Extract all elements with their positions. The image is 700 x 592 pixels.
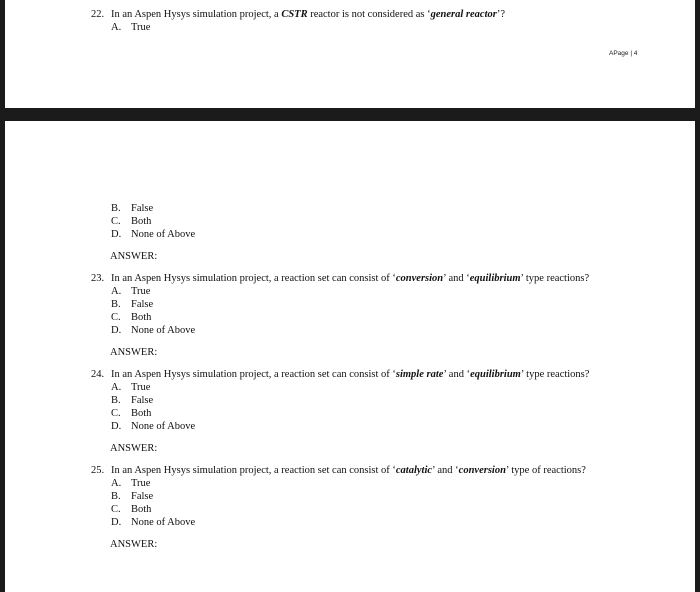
q24-option-d: D. None of Above <box>111 421 196 432</box>
question-text: In an Aspen Hysys simulation project, a reaction set can consist of ‘simple rate’ and ‘equilibrium’ type reactions? <box>111 369 590 380</box>
page-number-footer: APage | 4 <box>609 50 638 57</box>
question-23: 23. In an Aspen Hysys simulation project, a reaction set can consist of ‘conversion’ and ‘equilibrium’ type reactions? <box>91 273 590 284</box>
question-text: In an Aspen Hysys simulation project, a CSTR reactor is not considered as ‘general reactor’? <box>111 9 505 20</box>
q23-option-b: B. False <box>111 299 154 310</box>
q24-option-a: A. True <box>111 382 151 393</box>
q23-option-d: D. None of Above <box>111 325 196 336</box>
q22-option-d: D. None of Above <box>111 229 196 240</box>
q24-option-c: C. Both <box>111 408 152 419</box>
q23-answer-label: ANSWER: <box>110 347 158 358</box>
emphasis-general-reactor: general reactor <box>430 9 497 20</box>
q22-option-c: C. Both <box>111 216 152 227</box>
page-5 <box>5 121 695 592</box>
emphasis-cstr: CSTR <box>281 9 308 20</box>
q23-option-a: A. True <box>111 286 151 297</box>
q22-option-b: B. False <box>111 203 154 214</box>
question-24: 24. In an Aspen Hysys simulation project, a reaction set can consist of ‘simple rate’ and ‘equilibrium’ type reactions? <box>91 369 590 380</box>
question-text: In an Aspen Hysys simulation project, a reaction set can consist of ‘catalytic’ and ‘conversion’ type of reactions? <box>111 465 586 476</box>
option-a: A. True <box>111 22 151 33</box>
q25-option-d: D. None of Above <box>111 517 196 528</box>
q22-answer-label: ANSWER: <box>110 251 158 262</box>
q23-option-c: C. Both <box>111 312 152 323</box>
question-25: 25. In an Aspen Hysys simulation project, a reaction set can consist of ‘catalytic’ and ‘conversion’ type of reactions? <box>91 465 586 476</box>
question-text: In an Aspen Hysys simulation project, a reaction set can consist of ‘conversion’ and ‘equilibrium’ type reactions? <box>111 273 590 284</box>
q25-option-c: C. Both <box>111 504 152 515</box>
q24-answer-label: ANSWER: <box>110 443 158 454</box>
question-number: 22. <box>91 9 105 20</box>
page-4-bottom <box>5 0 695 108</box>
q24-option-b: B. False <box>111 395 154 406</box>
q25-option-b: B. False <box>111 491 154 502</box>
q25-answer-label: ANSWER: <box>110 539 158 550</box>
question-22 <box>91 8 505 21</box>
q25-option-a: A. True <box>111 478 151 489</box>
